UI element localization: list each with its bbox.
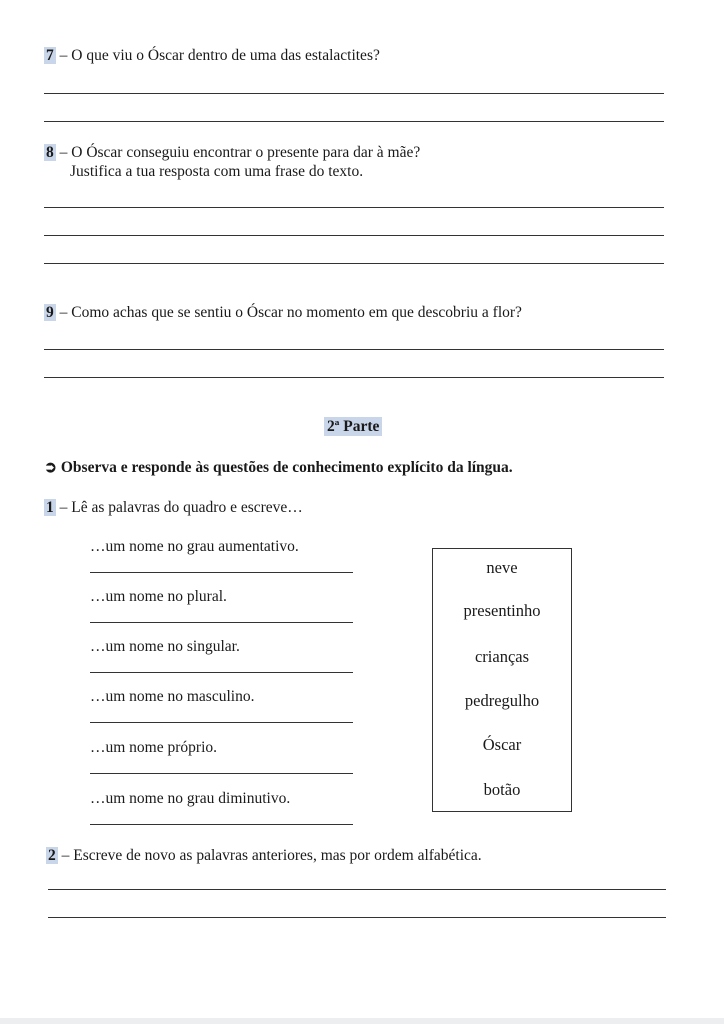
answer-line[interactable] (48, 917, 666, 918)
word-item: botão (483, 780, 521, 799)
answer-line[interactable] (48, 889, 666, 890)
prompt-singular: …um nome no singular. (90, 638, 240, 655)
answer-line[interactable] (90, 622, 353, 623)
answer-line[interactable] (44, 235, 664, 236)
section-title (324, 418, 382, 436)
answer-line[interactable] (90, 722, 353, 723)
answer-line[interactable] (44, 349, 664, 350)
question-number: 9 (46, 304, 54, 321)
prompt-augmentative: …um nome no grau aumentativo. (90, 538, 299, 555)
question-7 (44, 46, 380, 66)
question-number: 2 (48, 847, 56, 864)
answer-line[interactable] (90, 672, 353, 673)
answer-line[interactable] (44, 263, 664, 264)
word-box (432, 548, 572, 812)
instruction (44, 458, 513, 478)
question-text: O que viu o Óscar dentro de uma das estalactites? (71, 47, 380, 64)
question-text: Lê as palavras do quadro e escreve… (71, 499, 303, 516)
question-9 (44, 303, 522, 323)
prompt-plural: …um nome no plural. (90, 588, 227, 605)
answer-line[interactable] (90, 773, 353, 774)
answer-line[interactable] (44, 93, 664, 94)
page-bottom-edge (0, 1018, 724, 1024)
prompt-proper-noun: …um nome próprio. (90, 739, 217, 756)
answer-line[interactable] (44, 207, 664, 208)
question-8-subtext: Justifica a tua resposta com uma frase do texto. (70, 163, 364, 180)
question-number: 1 (46, 499, 54, 516)
question-dash: – (55, 144, 72, 161)
prompt-masculine: …um nome no masculino. (90, 688, 255, 705)
question-number: 8 (46, 144, 54, 161)
answer-line[interactable] (44, 377, 664, 378)
part2-question-2 (46, 846, 482, 866)
word-item: presentinho (463, 601, 541, 620)
question-dash: – (55, 304, 72, 321)
prompt-diminutive: …um nome no grau diminutivo. (90, 790, 291, 807)
question-text: Como achas que se sentiu o Óscar no momento em que descobriu a flor? (71, 304, 522, 321)
instruction-text: Observa e responde às questões de conhecimento explícito da língua. (60, 459, 513, 476)
word-item: pedregulho (464, 691, 540, 710)
question-number: 7 (46, 47, 54, 64)
arrow-icon: ➲ (44, 459, 57, 476)
question-dash: – (55, 499, 72, 516)
word-item: Óscar (482, 735, 522, 754)
question-dash: – (57, 847, 74, 864)
answer-line[interactable] (44, 121, 664, 122)
word-item: neve (486, 558, 518, 577)
answer-line[interactable] (90, 572, 353, 573)
answer-line[interactable] (90, 824, 353, 825)
word-item: crianças (474, 647, 530, 666)
question-text: O Óscar conseguiu encontrar o presente para dar à mãe? (71, 144, 421, 161)
question-8 (44, 143, 420, 163)
question-dash: – (55, 47, 72, 64)
question-text: Escreve de novo as palavras anteriores, mas por ordem alfabética. (73, 847, 482, 864)
part2-question-1 (44, 498, 303, 518)
section-title-label: 2ª Parte (324, 417, 382, 436)
